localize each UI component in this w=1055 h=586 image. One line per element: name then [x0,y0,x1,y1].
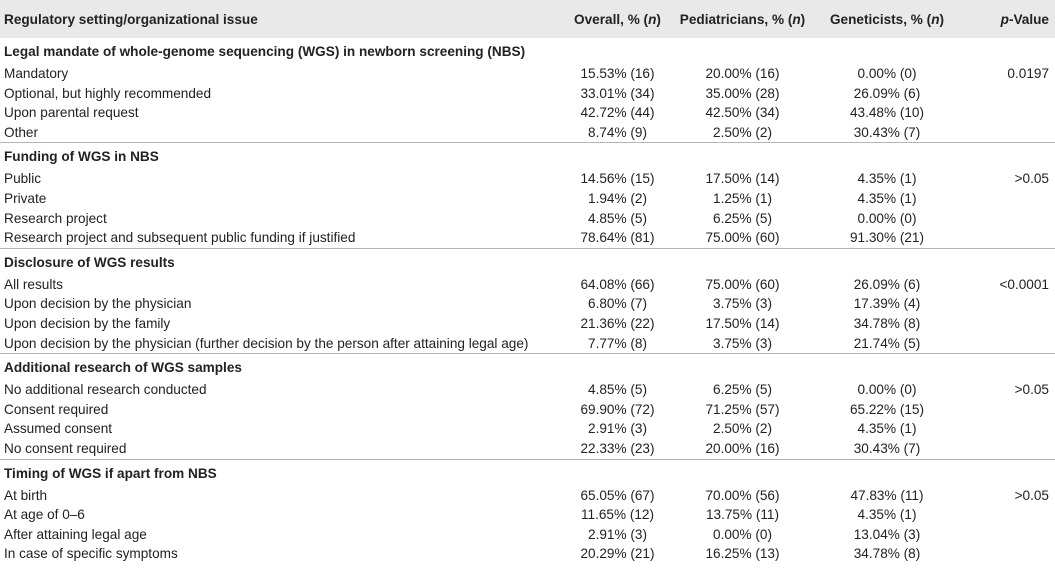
row-label: No consent required [4,440,127,456]
table-row [0,64,1055,84]
geneticists-value: 43.48% (10) [849,105,925,121]
overall-value: 11.65% (12) [580,507,655,523]
geneticists-value: 13.04% (3) [853,526,921,542]
geneticists-value: 26.09% (6) [853,276,921,292]
section-title: Legal mandate of whole-genome sequencing (WGS) in newborn screening (NBS) [4,44,526,59]
pediatricians-value: 3.75% (3) [713,296,772,312]
table-row [0,419,1055,439]
table-row [0,294,1055,314]
geneticists-value: 26.09% (6) [853,85,921,101]
row-label: Upon decision by the physician (further decision by the person after attaining legal age) [4,335,529,351]
table-row [0,334,1055,354]
section-header-row [0,143,1055,170]
table-row [0,314,1055,334]
pediatricians-value: 13.75% (11) [705,507,780,523]
geneticists-value: 30.43% (7) [853,124,921,140]
overall-value: 14.56% (15) [580,171,655,187]
table-row [0,505,1055,525]
pediatricians-value: 20.00% (16) [705,66,780,81]
row-label: Optional, but highly recommended [4,85,212,101]
pediatricians-value: 75.00% (60) [705,230,780,246]
overall-value: 65.05% (67) [580,487,655,503]
row-label: Research project and subsequent public funding if justified [4,230,356,246]
geneticists-value: 4.35% (1) [857,507,917,523]
pediatricians-value: 2.50% (2) [713,421,772,437]
p-value [959,228,1055,248]
p-value [959,294,1055,314]
p-value [959,505,1055,525]
section-title: Funding of WGS in NBS [4,149,159,165]
pediatricians-value: 70.00% (56) [705,487,780,503]
header-pediatricians: Pediatricians, % (n) [679,11,806,27]
row-label: In case of specific symptoms [4,546,178,562]
p-value [959,314,1055,334]
overall-value: 15.53% (16) [580,66,655,81]
pediatricians-value: 17.50% (14) [705,315,780,331]
row-label: Other [4,124,38,140]
geneticists-value: 4.35% (1) [857,190,917,206]
overall-value: 6.80% (7) [588,296,647,312]
pediatricians-value: 20.00% (16) [705,440,780,456]
p-value: >0.05 [1014,171,1049,187]
p-value [959,525,1055,545]
p-value [959,419,1055,439]
pediatricians-value: 16.25% (13) [705,546,780,562]
overall-value: 22.33% (23) [580,440,655,456]
overall-value: 1.94% (2) [588,190,647,206]
p-value: >0.05 [1014,487,1049,503]
geneticists-value: 91.30% (21) [849,230,925,246]
table-row [0,380,1055,400]
table-row [0,400,1055,420]
row-label: All results [4,276,63,292]
pediatricians-value: 0.00% (0) [713,526,772,542]
row-label: Assumed consent [4,421,113,437]
p-value [959,400,1055,420]
overall-value: 8.74% (9) [588,124,647,140]
section-header-row [0,248,1055,275]
geneticists-value: 34.78% (8) [853,315,921,331]
table-row [0,275,1055,295]
header-row [0,0,1055,38]
row-label: Upon decision by the family [4,315,171,331]
section-header-row [0,354,1055,381]
overall-value: 78.64% (81) [580,230,655,246]
p-value: >0.05 [1014,382,1049,398]
table-row [0,103,1055,123]
row-label: After attaining legal age [4,526,147,542]
overall-value: 21.36% (22) [580,315,655,331]
p-value [959,544,1055,564]
geneticists-value: 0.00% (0) [857,382,917,398]
pediatricians-value: 6.25% (5) [713,210,772,226]
pediatricians-value: 2.50% (2) [713,124,772,140]
table-row [0,228,1055,248]
p-value [959,439,1055,459]
section-header-row [0,459,1055,486]
overall-value: 4.85% (5) [588,382,647,398]
section-title: Disclosure of WGS results [4,254,175,270]
header-geneticists: Geneticists, % (n) [829,11,945,27]
overall-value: 42.72% (44) [580,105,655,121]
row-label: Consent required [4,401,109,417]
table-header [0,0,1055,38]
geneticists-value: 30.43% (7) [853,440,921,456]
row-label: Upon decision by the physician [4,296,192,312]
geneticists-value: 65.22% (15) [849,401,925,417]
geneticists-value: 4.35% (1) [857,421,917,437]
overall-value: 7.77% (8) [588,335,647,351]
p-value [959,334,1055,354]
overall-value: 2.91% (3) [588,526,647,542]
geneticists-value: 4.35% (1) [857,171,917,187]
pediatricians-value: 42.50% (34) [705,105,780,121]
row-label: At birth [4,487,48,503]
table-row [0,486,1055,506]
pediatricians-value: 3.75% (3) [713,335,772,351]
row-label: Private [4,190,47,206]
pediatricians-value: 17.50% (14) [705,171,780,187]
table-body [0,38,1055,564]
geneticists-value: 0.00% (0) [857,210,917,226]
table-row [0,84,1055,104]
overall-value: 20.29% (21) [580,546,655,562]
pediatricians-value: 75.00% (60) [705,276,780,292]
row-label: Research project [4,210,107,226]
geneticists-value: 21.74% (5) [853,335,921,351]
pediatricians-value: 35.00% (28) [705,85,780,101]
p-value: 0.0197 [1007,66,1049,81]
p-value: <0.0001 [999,276,1049,292]
overall-value: 2.91% (3) [588,421,647,437]
p-value [959,209,1055,229]
p-value [959,189,1055,209]
p-value [959,123,1055,143]
table-row [0,209,1055,229]
section-title: Timing of WGS if apart from NBS [4,465,217,481]
overall-value: 33.01% (34) [580,85,655,101]
row-label: Public [4,171,42,187]
table-row [0,525,1055,545]
row-label: Mandatory [4,66,69,81]
table-row [0,189,1055,209]
geneticists-value: 17.39% (4) [853,296,921,312]
section-header-row [0,38,1055,64]
table-row [0,439,1055,459]
pediatricians-value: 6.25% (5) [713,382,772,398]
header-p-value: p-Value [1000,11,1049,27]
header-issue: Regulatory setting/organizational issue [4,11,258,27]
table-row [0,123,1055,143]
p-value [959,84,1055,104]
overall-value: 69.90% (72) [580,401,655,417]
row-label: No additional research conducted [4,382,207,398]
row-label: Upon parental request [4,105,139,121]
row-label: At age of 0–6 [4,507,85,523]
geneticists-value: 0.00% (0) [857,66,917,81]
overall-value: 64.08% (66) [580,276,655,292]
p-value [959,103,1055,123]
geneticists-value: 34.78% (8) [853,546,921,562]
pediatricians-value: 71.25% (57) [705,401,780,417]
header-overall: Overall, % (n) [574,11,661,27]
table-row [0,544,1055,564]
pediatricians-value: 1.25% (1) [713,190,772,206]
geneticists-value: 47.83% (11) [850,487,924,503]
overall-value: 4.85% (5) [588,210,647,226]
section-title: Additional research of WGS samples [4,360,242,376]
table-row [0,169,1055,189]
